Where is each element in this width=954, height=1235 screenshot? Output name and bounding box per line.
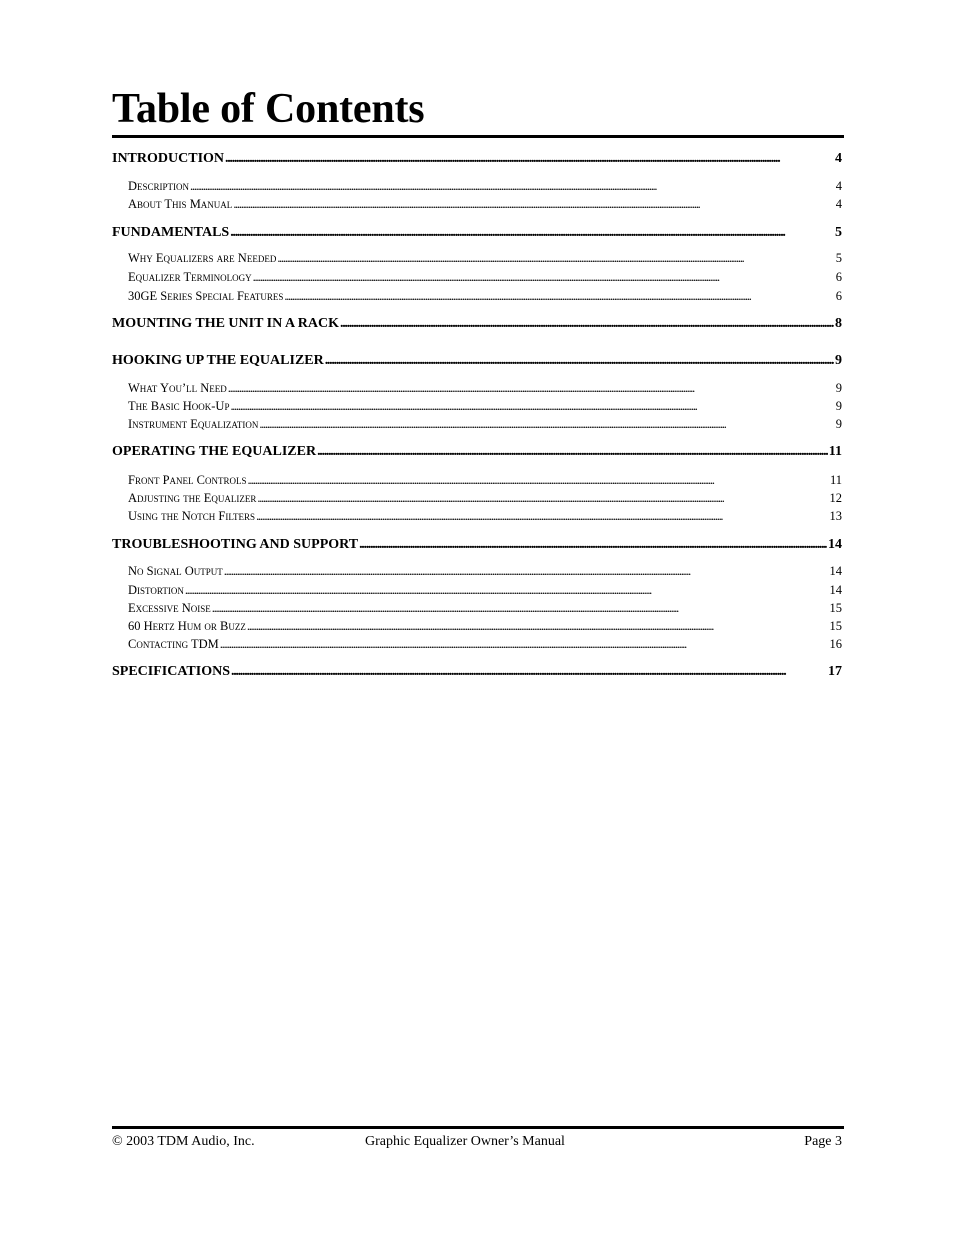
toc-dot-leader	[247, 618, 829, 634]
toc-dot-leader	[257, 490, 828, 506]
toc-chapter-entry[interactable]	[112, 150, 842, 168]
toc-dot-leader	[233, 196, 834, 212]
toc-entry-label: Front Panel Controls	[128, 473, 247, 487]
footer-page-number: Page 3	[804, 1134, 842, 1149]
toc-entry-page-number: 11	[829, 473, 842, 487]
toc-entry-label: SPECIFICATIONS	[112, 664, 230, 679]
toc-entry-page-number: 5	[835, 225, 842, 240]
toc-section-entry[interactable]	[112, 636, 842, 652]
toc-entry-label: Why Equalizers are Needed	[128, 251, 277, 265]
toc-section-entry[interactable]	[112, 416, 842, 432]
toc-entry-label: MOUNTING THE UNIT IN A RACK	[112, 316, 340, 331]
toc-section-entry[interactable]	[112, 380, 842, 396]
toc-section-entry[interactable]	[112, 288, 842, 304]
toc-entry-label: TROUBLESHOOTING AND SUPPORT	[112, 537, 359, 552]
toc-dot-leader	[253, 269, 835, 285]
toc-entry-page-number: 15	[829, 619, 842, 633]
toc-entry-page-number: 5	[835, 251, 842, 265]
toc-chapter-entry[interactable]	[112, 224, 842, 242]
toc-dot-leader	[284, 288, 834, 304]
toc-dot-leader	[248, 472, 829, 488]
toc-entry-label: 60 Hertz Hum or Buzz	[128, 619, 246, 633]
toc-section-entry[interactable]	[112, 472, 842, 488]
toc-dot-leader	[185, 582, 829, 598]
toc-section-entry[interactable]	[112, 600, 842, 616]
toc-entry-page-number: 9	[835, 399, 842, 413]
toc-dot-leader	[317, 443, 828, 461]
footer-divider	[112, 1126, 844, 1129]
toc-dot-leader	[277, 250, 834, 266]
toc-section-entry[interactable]	[112, 196, 842, 212]
toc-entry-label: FUNDAMENTALS	[112, 225, 230, 240]
toc-dot-leader	[230, 224, 834, 242]
toc-section-entry[interactable]	[112, 563, 842, 579]
toc-entry-page-number: 14	[829, 583, 842, 597]
toc-dot-leader	[190, 178, 835, 194]
title-divider	[112, 135, 844, 138]
toc-entry-page-number: 4	[835, 197, 842, 211]
toc-entry-label: No Signal Output	[128, 564, 223, 578]
toc-dot-leader	[228, 380, 835, 396]
footer-manual-title: Graphic Equalizer Owner’s Manual	[365, 1134, 565, 1149]
toc-section-entry[interactable]	[112, 178, 842, 194]
toc-entry-label: 30GE Series Special Features	[128, 289, 284, 303]
toc-entry-label: Distortion	[128, 583, 184, 597]
toc-entry-page-number: 11	[828, 444, 842, 459]
toc-entry-label: Description	[128, 179, 190, 193]
toc-entry-label: INTRODUCTION	[112, 151, 225, 166]
toc-entry-page-number: 14	[828, 537, 842, 552]
toc-chapter-entry[interactable]	[112, 663, 842, 681]
toc-entry-page-number: 6	[835, 289, 842, 303]
toc-entry-page-number: 9	[835, 381, 842, 395]
toc-entry-page-number: 17	[828, 664, 842, 679]
toc-dot-leader	[259, 416, 834, 432]
page-footer	[112, 1133, 842, 1151]
toc-entry-page-number: 14	[829, 564, 842, 578]
toc-entry-page-number: 13	[829, 509, 842, 523]
toc-section-entry[interactable]	[112, 508, 842, 524]
toc-entry-label: The Basic Hook-Up	[128, 399, 230, 413]
toc-section-entry[interactable]	[112, 250, 842, 266]
toc-dot-leader	[212, 600, 829, 616]
toc-entry-page-number: 6	[835, 270, 842, 284]
toc-entry-label: Equalizer Terminology	[128, 270, 252, 284]
toc-section-entry[interactable]	[112, 269, 842, 285]
toc-entry-label: Instrument Equalization	[128, 417, 259, 431]
toc-dot-leader	[225, 150, 834, 168]
toc-section-entry[interactable]	[112, 618, 842, 634]
toc-chapter-entry[interactable]	[112, 536, 842, 554]
toc-chapter-entry[interactable]	[112, 352, 842, 370]
toc-chapter-entry[interactable]	[112, 443, 842, 461]
toc-entry-page-number: 4	[835, 151, 842, 166]
toc-entry-page-number: 15	[829, 601, 842, 615]
toc-dot-leader	[220, 636, 829, 652]
toc-entry-label: Using the Notch Filters	[128, 509, 256, 523]
toc-section-entry[interactable]	[112, 582, 842, 598]
toc-entry-page-number: 9	[835, 353, 842, 368]
toc-dot-leader	[325, 352, 834, 370]
toc-entry-label: Excessive Noise	[128, 601, 211, 615]
footer-copyright: © 2003 TDM Audio, Inc.	[112, 1134, 255, 1149]
toc-section-entry[interactable]	[112, 490, 842, 506]
toc-entry-label: About This Manual	[128, 197, 233, 211]
page-title: Table of Contents	[112, 86, 425, 132]
toc-entry-page-number: 8	[835, 316, 842, 331]
toc-chapter-entry[interactable]	[112, 315, 842, 333]
toc-dot-leader	[340, 315, 834, 333]
toc-entry-label: HOOKING UP THE EQUALIZER	[112, 353, 324, 368]
toc-dot-leader	[224, 563, 829, 579]
toc-entry-page-number: 12	[829, 491, 842, 505]
toc-entry-label: Adjusting the Equalizer	[128, 491, 257, 505]
toc-entry-label: Contacting TDM	[128, 637, 219, 651]
toc-dot-leader	[359, 536, 827, 554]
toc-entry-label: What You’ll Need	[128, 381, 227, 395]
toc-dot-leader	[231, 663, 827, 681]
toc-entry-page-number: 9	[835, 417, 842, 431]
toc-dot-leader	[230, 398, 834, 414]
toc-entry-page-number: 16	[829, 637, 842, 651]
toc-entry-label: OPERATING THE EQUALIZER	[112, 444, 317, 459]
toc-dot-leader	[256, 508, 828, 524]
toc-entry-page-number: 4	[835, 179, 842, 193]
toc-section-entry[interactable]	[112, 398, 842, 414]
